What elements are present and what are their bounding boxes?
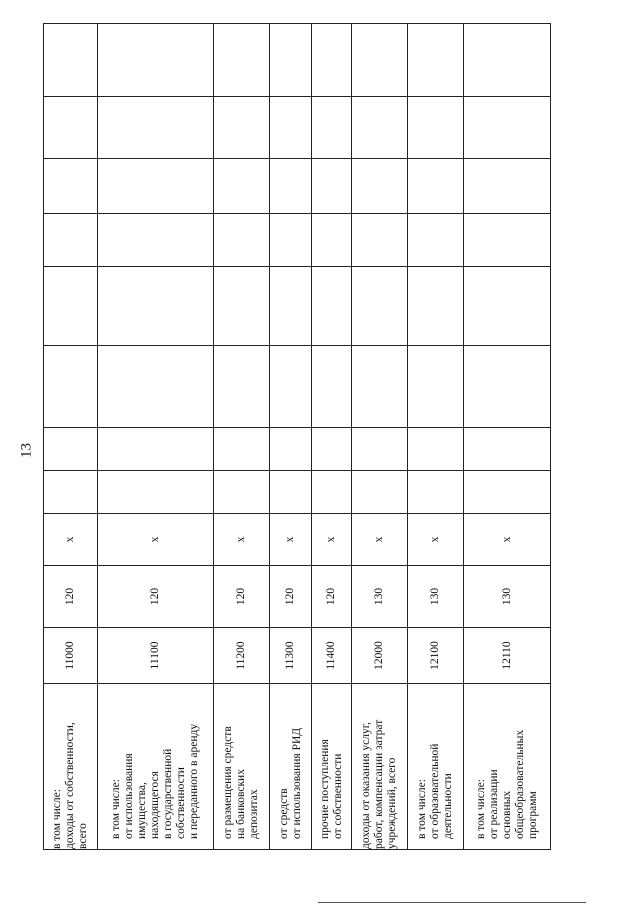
kosgu-code-cell: 120: [98, 566, 214, 628]
x-mark-cell: х: [270, 514, 312, 566]
empty-cell: [44, 346, 98, 428]
empty-cell: [312, 97, 352, 159]
empty-cell: [352, 267, 408, 346]
empty-cell: [98, 97, 214, 159]
row-text-line: работ, компенсации затрат: [373, 719, 385, 849]
empty-cell: [98, 428, 214, 471]
empty-cell: [408, 428, 464, 471]
table-row: [44, 24, 98, 850]
x-mark-cell: х: [98, 514, 214, 566]
empty-cell: [98, 471, 214, 514]
table-row: [464, 24, 551, 850]
table-row: [270, 24, 312, 850]
table-row: [408, 24, 464, 850]
empty-cell: [98, 24, 214, 97]
empty-cell: [464, 159, 551, 214]
row-text-line: основных: [500, 790, 513, 839]
row-name-cell: [464, 684, 551, 850]
table-row: [214, 24, 270, 850]
empty-cell: [464, 428, 551, 471]
empty-cell: [44, 159, 98, 214]
row-code-cell: 11000: [44, 628, 98, 684]
empty-cell: [312, 159, 352, 214]
table-row: [312, 24, 352, 850]
kosgu-code-cell: 120: [214, 566, 270, 628]
empty-cell: [270, 97, 312, 159]
empty-cell: [214, 24, 270, 97]
row-text-line: от размещения средств: [222, 726, 234, 839]
page-number: 13: [18, 443, 35, 458]
row-code-cell: 12110: [464, 628, 551, 684]
empty-cell: [464, 214, 551, 267]
kosgu-code-cell: 130: [464, 566, 551, 628]
empty-cell: [98, 346, 214, 428]
x-mark-cell: х: [312, 514, 352, 566]
empty-cell: [214, 214, 270, 267]
row-text-line: в государственной: [162, 748, 174, 839]
empty-cell: [408, 214, 464, 267]
empty-cell: [312, 471, 352, 514]
row-text-line: имущества,: [136, 782, 148, 839]
row-name-cell: [44, 684, 98, 850]
row-text-line: от использования РИД: [290, 727, 303, 839]
x-mark-cell: х: [44, 514, 98, 566]
row-text-line: учреждений, всего: [386, 757, 398, 849]
table-container: [43, 24, 550, 850]
kosgu-code-cell: 120: [44, 566, 98, 628]
kosgu-code-cell: 130: [408, 566, 464, 628]
empty-cell: [408, 159, 464, 214]
x-mark-cell: х: [408, 514, 464, 566]
row-text-line: прочие поступления: [318, 739, 331, 839]
row-text-line: доходы от собственности,: [64, 722, 76, 849]
row-text-line: от реализации: [487, 769, 500, 839]
empty-cell: [98, 214, 214, 267]
empty-cell: [352, 346, 408, 428]
empty-cell: [464, 346, 551, 428]
row-code-cell: 12000: [352, 628, 408, 684]
row-text-line: депозитах: [248, 789, 260, 839]
empty-cell: [352, 214, 408, 267]
empty-cell: [464, 471, 551, 514]
x-mark-cell: х: [214, 514, 270, 566]
empty-cell: [312, 214, 352, 267]
x-mark-cell: х: [352, 514, 408, 566]
empty-cell: [270, 471, 312, 514]
empty-cell: [352, 428, 408, 471]
empty-cell: [270, 214, 312, 267]
row-text-line: всего: [77, 823, 89, 849]
row-text-line: от собственности: [331, 753, 344, 839]
bottom-edge-line: [318, 902, 586, 903]
empty-cell: [352, 159, 408, 214]
row-text-line: в том числе:: [474, 779, 487, 839]
row-name-cell: [352, 684, 408, 850]
empty-cell: [44, 97, 98, 159]
row-text-line: и переданного в аренду: [188, 723, 200, 839]
empty-cell: [214, 346, 270, 428]
empty-cell: [408, 24, 464, 97]
income-table: [43, 23, 551, 850]
row-text-line: в том числе:: [110, 779, 122, 839]
row-text-line: на банковских: [235, 769, 247, 839]
row-text-line: от образовательной: [429, 743, 441, 839]
empty-cell: [214, 159, 270, 214]
empty-cell: [312, 24, 352, 97]
row-name-cell: [312, 684, 352, 850]
empty-cell: [214, 471, 270, 514]
row-text-line: в том числе:: [51, 789, 63, 849]
row-text-line: программ: [526, 791, 539, 839]
table-row: [352, 24, 408, 850]
row-name-cell: [408, 684, 464, 850]
empty-cell: [44, 24, 98, 97]
empty-cell: [464, 24, 551, 97]
table-row: [98, 24, 214, 850]
kosgu-code-cell: 130: [352, 566, 408, 628]
empty-cell: [312, 428, 352, 471]
empty-cell: [270, 159, 312, 214]
empty-cell: [44, 428, 98, 471]
empty-cell: [408, 267, 464, 346]
kosgu-code-cell: 120: [312, 566, 352, 628]
empty-cell: [270, 267, 312, 346]
empty-cell: [44, 471, 98, 514]
empty-cell: [214, 97, 270, 159]
empty-cell: [98, 159, 214, 214]
empty-cell: [214, 267, 270, 346]
row-text-line: от средств: [277, 788, 290, 839]
row-text-line: деятельности: [442, 773, 454, 839]
empty-cell: [214, 428, 270, 471]
row-text-line: от использования: [123, 753, 135, 839]
empty-cell: [270, 24, 312, 97]
row-code-cell: 11400: [312, 628, 352, 684]
row-code-cell: 11100: [98, 628, 214, 684]
empty-cell: [352, 97, 408, 159]
empty-cell: [408, 97, 464, 159]
row-name-cell: [270, 684, 312, 850]
row-text-line: находящегося: [149, 771, 161, 839]
empty-cell: [408, 346, 464, 428]
row-code-cell: 11300: [270, 628, 312, 684]
empty-cell: [270, 346, 312, 428]
x-mark-cell: х: [464, 514, 551, 566]
empty-cell: [352, 471, 408, 514]
empty-cell: [464, 97, 551, 159]
row-name-cell: [98, 684, 214, 850]
empty-cell: [44, 267, 98, 346]
row-name-cell: [214, 684, 270, 850]
row-code-cell: 12100: [408, 628, 464, 684]
row-text-line: собственности: [175, 767, 187, 839]
empty-cell: [408, 471, 464, 514]
empty-cell: [98, 267, 214, 346]
empty-cell: [352, 24, 408, 97]
row-text-line: в том числе:: [416, 779, 428, 839]
row-code-cell: 11200: [214, 628, 270, 684]
row-text-line: доходы от оказания услуг,: [360, 721, 372, 849]
row-text-line: общеобразовательных: [513, 729, 526, 839]
kosgu-code-cell: 120: [270, 566, 312, 628]
empty-cell: [464, 267, 551, 346]
empty-cell: [270, 428, 312, 471]
empty-cell: [312, 346, 352, 428]
empty-cell: [312, 267, 352, 346]
empty-cell: [44, 214, 98, 267]
